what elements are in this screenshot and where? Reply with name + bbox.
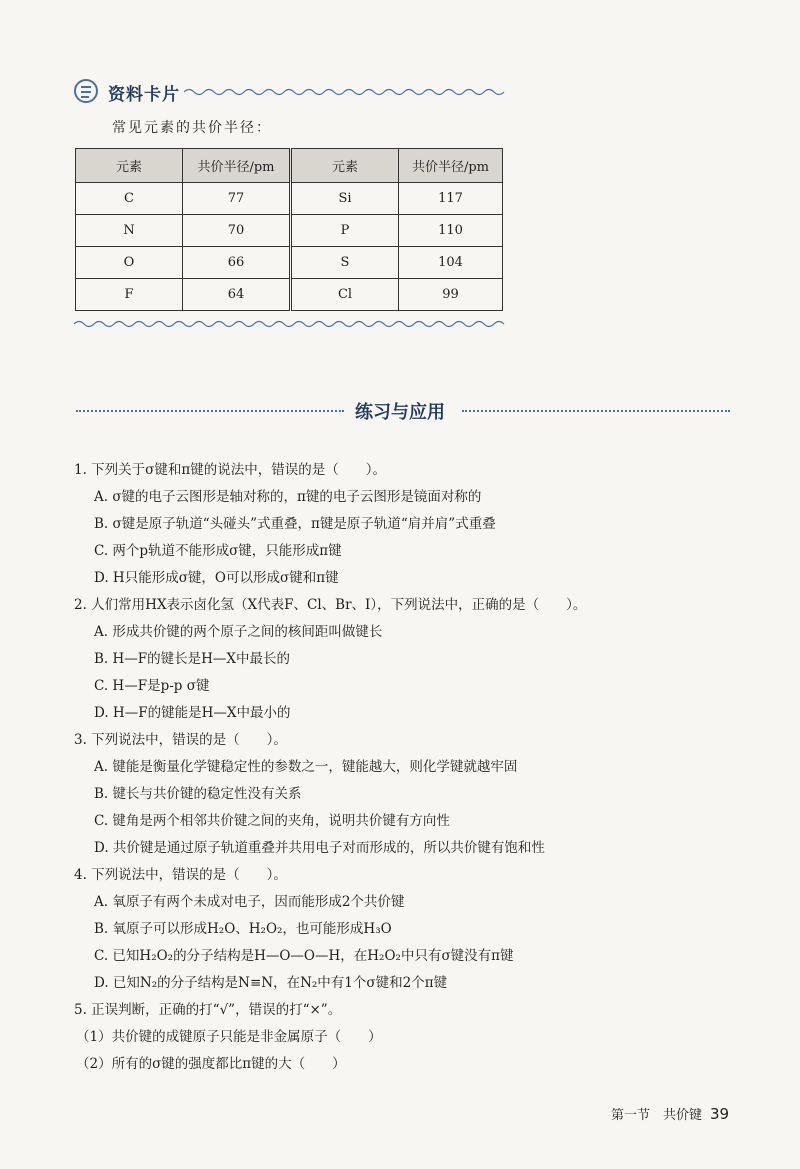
question-option: B. H—F的键长是H—X中最长的 (94, 651, 291, 667)
card-bottom-wavy-divider (74, 318, 510, 330)
title-wavy-divider (184, 86, 510, 98)
table-cell: 77 (183, 183, 291, 215)
table-cell: C (76, 183, 183, 215)
table-cell: F (76, 279, 183, 311)
page-footer (611, 1104, 729, 1123)
question-subitem: （1）共价键的成键原子只能是非金属原子（ ） (76, 1029, 382, 1045)
table-cell: 70 (183, 215, 291, 247)
question-subitem: （2）所有的σ键的强度都比π键的大（ ） (76, 1056, 346, 1072)
question-option: B. 键长与共价键的稳定性没有关系 (94, 786, 302, 802)
question-stem: 4. 下列说法中，错误的是（ ）。 (74, 867, 287, 883)
table-cell: 117 (399, 183, 503, 215)
section-dotted-rule-left (76, 410, 344, 412)
question-option: A. 形成共价键的两个原子之间的核间距叫做键长 (94, 624, 383, 640)
info-card-icon (74, 79, 98, 103)
question-stem: 2. 人们常用HX表示卤化氢（X代表F、Cl、Br、I），下列说法中，正确的是（ ）。 (74, 597, 587, 613)
card-intro: 常见元素的共价半径： (112, 120, 272, 136)
table-cell: S (291, 247, 399, 279)
table-row (76, 215, 503, 247)
question-option: A. 氧原子有两个未成对电子，因而能形成2个共价键 (94, 894, 405, 910)
question-option: D. 已知N₂的分子结构是N≡N，在N₂中有1个σ键和2个π键 (94, 975, 448, 991)
question-option: C. 键角是两个相邻共价键之间的夹角，说明共价键有方向性 (94, 813, 450, 829)
question-stem: 3. 下列说法中，错误的是（ ）。 (74, 732, 287, 748)
table-cell: 104 (399, 247, 503, 279)
header-element: 元素 (291, 149, 399, 183)
table-cell: 110 (399, 215, 503, 247)
question-option: B. 氧原子可以形成H₂O、H₂O₂，也可能形成H₃O (94, 921, 392, 937)
table-cell: 64 (183, 279, 291, 311)
table-header-row (76, 149, 503, 183)
question-stem: 1. 下列关于σ键和π键的说法中，错误的是（ ）。 (74, 462, 387, 478)
question-option: C. H—F是p-p σ键 (94, 678, 210, 694)
question-option: B. σ键是原子轨道“头碰头”式重叠，π键是原子轨道“肩并肩”式重叠 (94, 516, 496, 532)
table-cell: N (76, 215, 183, 247)
question-option: A. σ键的电子云图形是轴对称的，π键的电子云图形是镜面对称的 (94, 489, 482, 505)
section-dotted-rule-right (462, 410, 730, 412)
table-cell: Si (291, 183, 399, 215)
question-option: C. 已知H₂O₂的分子结构是H—O—O—H，在H₂O₂中只有σ键没有π键 (94, 948, 514, 964)
question-option: D. 共价键是通过原子轨道重叠并共用电子对而形成的，所以共价键有饱和性 (94, 840, 545, 856)
question-option: C. 两个p轨道不能形成σ键，只能形成π键 (94, 543, 342, 559)
question-option: D. H只能形成σ键，O可以形成σ键和π键 (94, 570, 339, 586)
section-title: 练习与应用 (355, 402, 445, 423)
header-element: 元素 (76, 149, 183, 183)
table-row (76, 247, 503, 279)
question-option: D. H—F的键能是H—X中最小的 (94, 705, 291, 721)
table-row (76, 183, 503, 215)
question-stem: 5. 正误判断，正确的打“√”，错误的打“×”。 (74, 1002, 342, 1018)
question-option: A. 键能是衡量化学键稳定性的参数之一，键能越大，则化学键就越牢固 (94, 759, 518, 775)
card-title: 资料卡片 (108, 85, 180, 105)
table-cell: O (76, 247, 183, 279)
table-cell: Cl (291, 279, 399, 311)
header-radius: 共价半径/pm (399, 149, 503, 183)
table-cell: P (291, 215, 399, 247)
table-cell: 99 (399, 279, 503, 311)
header-radius: 共价半径/pm (183, 149, 291, 183)
footer-section: 第一节 共价键 (611, 1108, 703, 1123)
page-number: 39 (710, 1105, 730, 1123)
table-row (76, 279, 503, 311)
covalent-radius-table (75, 148, 503, 311)
table-cell: 66 (183, 247, 291, 279)
